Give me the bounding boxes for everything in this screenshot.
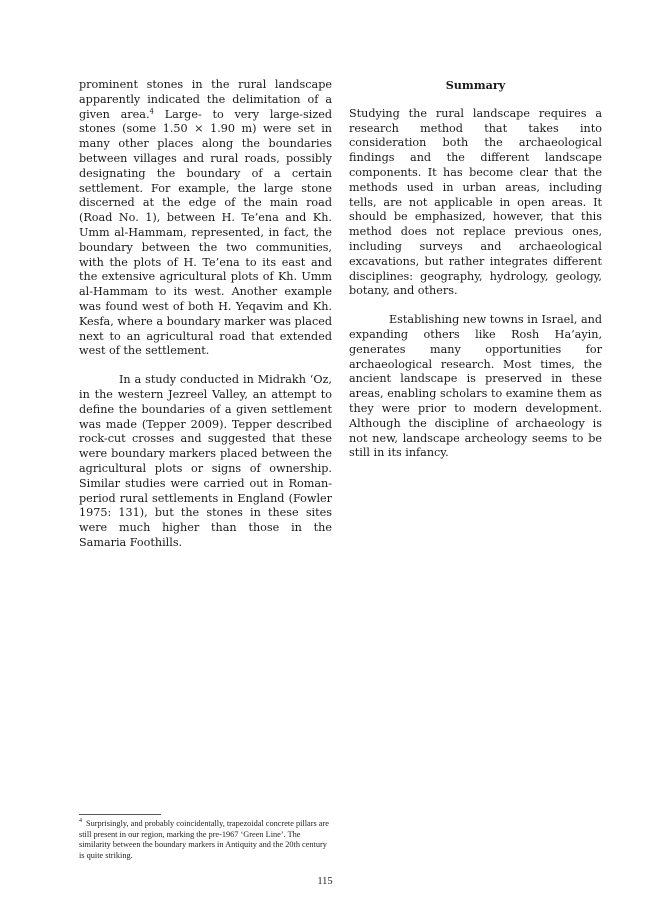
left-paragraph-1 <box>79 78 332 359</box>
footnote-marker: 4 <box>79 818 82 825</box>
left-paragraph-1-rest: Large- to very large-sized stones (some 1.50 × 1.90 m) were set in many other places along the boundaries between villages and rural roads, possibly designating the boundary of a certain settlement. For example, the large stone discerned at the edge of the main road (Road No. 1), between H. Te’ena and Kh. Umm al-Hammam, represented, in fact, the boundary between the two communities, with the plots of H. Te’ena to its east and the extensive agricultural plots of Kh. Umm al-Hammam to its west. Another example was found west of both H. Yeqavim and Kh. Kesfa, where a boundary marker was placed next to an agricultural road that extended west of the settlement. <box>79 107 333 358</box>
summary-heading: Summary <box>445 78 506 92</box>
footnote <box>79 819 333 861</box>
summary-paragraph-2: Establishing new towns in Israel, and expanding others like Rosh Ha‘ayin, generates many opportunities for archaeological research. Most times, the ancient landscape is preserved in these areas, enabling scholars to examine them as they were prior to modern development. Although the discipline of archaeology is not new, landscape archeology seems to be still in its infancy. <box>349 313 602 460</box>
left-paragraph-1-start: prominent stones in the rural landscape apparently indicated the delimitation of a given area. <box>79 78 332 121</box>
left-paragraph-2: In a study conducted in Midrakh ‘Oz, in the western Jezreel Valley, an attempt to define the boundaries of a given settlement was made (Tepper 2009). Tepper described rock-cut crosses and suggested that these were boundary markers placed between the agricultural plots or signs of ownership. Similar studies were carried out in Roman-period rural settlements in England (Fowler 1975: 131), but the stones in these sites were much higher than those in the Samaria Foothills. <box>79 373 332 549</box>
page-number: 115 <box>317 876 333 887</box>
left-column <box>79 78 332 551</box>
summary-paragraph-1: Studying the rural landscape requires a research method that takes into consideration both the archaeological findings and the different landscape components. It has become clear that the methods used in urban areas, including tells, are not applicable in open areas. It should be emphasized, however, that this method does not replace previous ones, including surveys and archaeological excavations, but rather integrates different disciplines: geography, hydrology, geology, botany, and others. <box>349 106 602 298</box>
footnote-divider <box>79 814 161 815</box>
right-column <box>349 78 602 461</box>
footnote-text: Surprisingly, and probably coincidentally, trapezoidal concrete pillars are still present in our region, marking the pre-1967 ‘Green Line’. The similarity between the boundary markers in Antiquity and the 20th century is quite striking. <box>79 819 329 860</box>
footnote-reference[interactable]: 4 <box>149 106 154 115</box>
